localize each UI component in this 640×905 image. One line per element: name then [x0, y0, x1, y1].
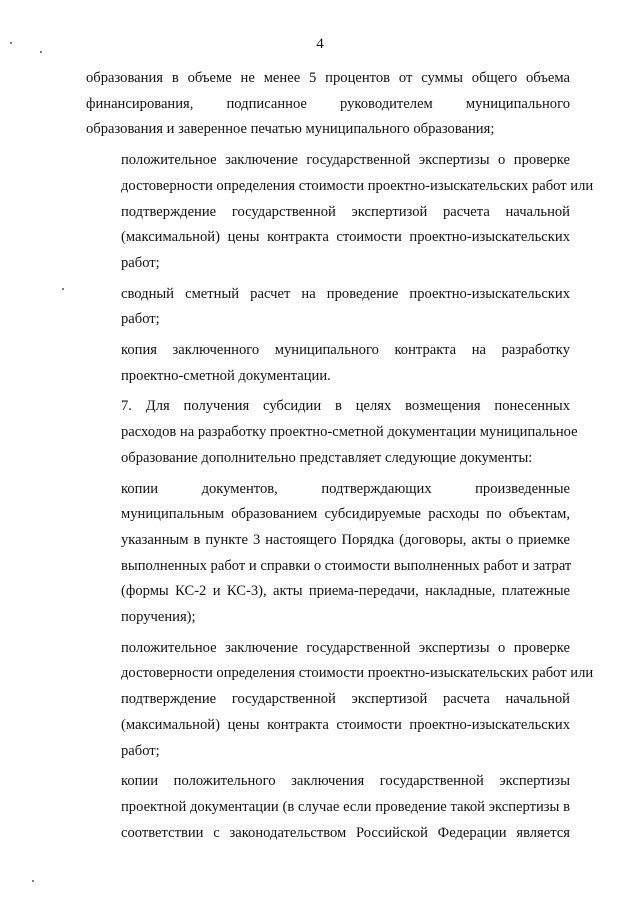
- text-line: проектной документации (в случае если проведение такой экспертизы в: [121, 798, 570, 815]
- text-line: указанным в пункте 3 настоящего Порядка (договоры, акты о приемке: [121, 531, 570, 548]
- page-number: 4: [316, 36, 324, 52]
- paragraph: [86, 66, 570, 143]
- scan-speck: [62, 288, 64, 290]
- text-line: достоверности определения стоимости проектно-изыскательских работ или: [121, 177, 594, 194]
- text-line: положительное заключение государственной экспертизы о проверке: [121, 152, 570, 169]
- text-line: образования в объеме не менее 5 процентов от суммы общего объема: [86, 70, 570, 86]
- text-line: копия заключенного муниципального контракта на разработку: [121, 342, 570, 359]
- text-line: сводный сметный расчет на проведение проектно-изыскательских: [121, 285, 570, 302]
- text-line: поручения);: [121, 609, 196, 626]
- text-line: положительное заключение государственной экспертизы о проверке: [121, 639, 570, 656]
- text-line: копии документов, подтверждающих произведенные: [121, 480, 570, 497]
- text-line: подтверждение государственной экспертизой расчета начальной: [121, 691, 570, 708]
- paragraph: [86, 477, 570, 631]
- text-line: проектно-сметной документации.: [121, 367, 331, 384]
- text-line: копии положительного заключения государственной экспертизы: [121, 773, 570, 790]
- text-line: 7. Для получения субсидии в целях возмещения понесенных: [121, 398, 570, 415]
- text-line: достоверности определения стоимости проектно-изыскательских работ или: [121, 665, 594, 682]
- paragraph: [86, 282, 570, 333]
- text-line: работ;: [121, 311, 160, 328]
- text-line: соответствии с законодательством Российской Федерации является: [121, 824, 570, 841]
- paragraph: [86, 394, 578, 471]
- text-line: финансирования, подписанное руководителем муниципального: [86, 95, 570, 112]
- text-line: подтверждение государственной экспертизой расчета начальной: [121, 203, 570, 220]
- scan-speck: [32, 880, 34, 882]
- text-line: работ;: [121, 254, 160, 271]
- text-line: (формы КС-2 и КС-3), акты приема-передачи, накладные, платежные: [121, 583, 570, 600]
- text-line: работ;: [121, 742, 160, 759]
- text-line: расходов на разработку проектно-сметной документации муниципальное: [121, 424, 578, 441]
- text-line: образования и заверенное печатью муниципального образования;: [86, 121, 495, 138]
- paragraph: [86, 148, 594, 277]
- paragraph: [86, 338, 570, 389]
- text-line: (максимальной) цены контракта стоимости проектно-изыскательских: [121, 229, 570, 246]
- text-line: образование дополнительно представляет следующие документы:: [121, 449, 533, 466]
- paragraph: [86, 769, 570, 846]
- paragraph: [86, 636, 594, 765]
- text-line: выполненных работ и справки о стоимости выполненных работ и затрат: [121, 557, 572, 574]
- document-body: [86, 66, 594, 851]
- text-line: муниципальным образованием субсидируемые расходы по объектам,: [121, 506, 570, 523]
- text-line: (максимальной) цены контракта стоимости проектно-изыскательских: [121, 716, 570, 733]
